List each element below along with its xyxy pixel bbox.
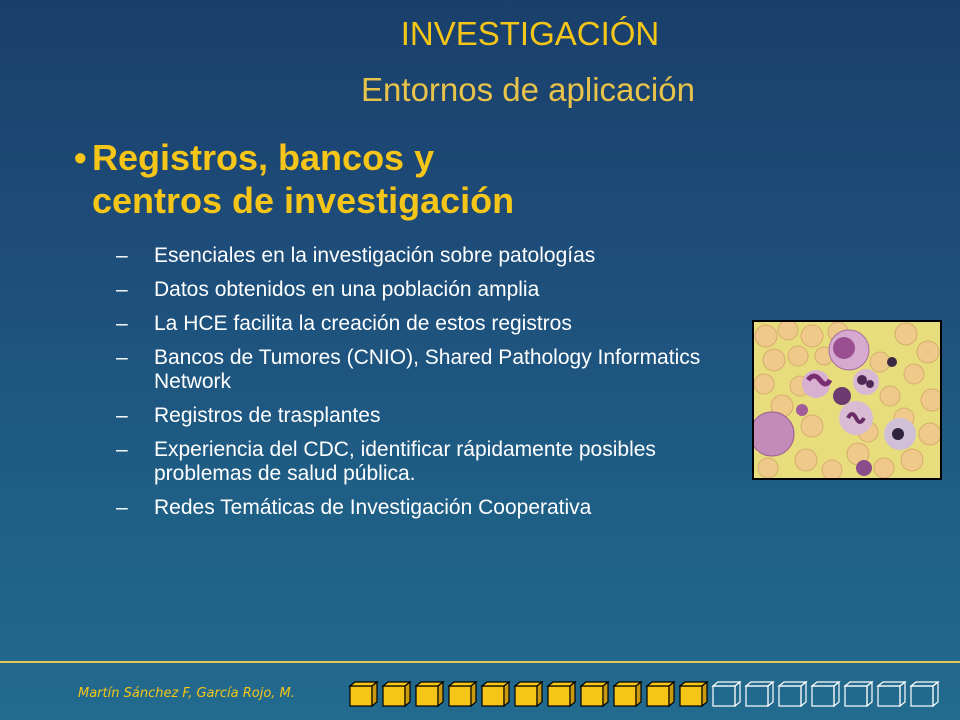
dash-mark: – xyxy=(116,496,128,519)
slide-title: INVESTIGACIÓN xyxy=(400,15,660,52)
sub-bullet-item xyxy=(116,244,736,268)
dash-mark: – xyxy=(116,278,128,301)
sub-bullet-item xyxy=(116,346,736,394)
sub-bullet-text: Bancos de Tumores (CNIO), Shared Pathology Informatics Network xyxy=(154,346,701,393)
bullet-heading-text xyxy=(92,136,714,222)
sub-bullet-text: La HCE facilita la creación de estos registros xyxy=(154,312,572,335)
sub-bullet-text: Registros de trasplantes xyxy=(154,404,381,427)
sub-bullet-list xyxy=(116,244,736,530)
dash-mark: – xyxy=(116,404,128,427)
sub-bullet-item xyxy=(116,312,736,336)
blood-cells-illustration xyxy=(754,322,940,478)
progress-box xyxy=(482,682,509,706)
slide-subtitle: Entornos de aplicación xyxy=(361,71,695,108)
sub-bullet-item xyxy=(116,438,736,486)
dash-mark: – xyxy=(116,312,128,335)
progress-box xyxy=(449,682,476,706)
sub-bullet-item xyxy=(116,496,736,520)
progress-box xyxy=(614,682,641,706)
progress-box xyxy=(548,682,575,706)
progress-box xyxy=(581,682,608,706)
progress-box xyxy=(812,682,839,706)
bullet-heading-line1: Registros, bancos y xyxy=(92,137,435,178)
progress-box xyxy=(647,682,674,706)
sub-bullet-text: Esenciales en la investigación sobre patologías xyxy=(154,244,596,267)
progress-box xyxy=(746,682,773,706)
progress-box xyxy=(680,682,707,706)
bullet-heading xyxy=(74,136,714,222)
sub-bullet-item xyxy=(116,404,736,428)
blood-smear-image xyxy=(752,320,942,480)
footer-author: Martín Sánchez F, García Rojo, M. xyxy=(78,686,295,701)
dash-mark: – xyxy=(116,244,128,267)
progress-box xyxy=(878,682,905,706)
sub-bullet-item xyxy=(116,278,736,302)
progress-box xyxy=(383,682,410,706)
dash-mark: – xyxy=(116,438,128,461)
progress-box xyxy=(713,682,740,706)
progress-box xyxy=(779,682,806,706)
bullet-heading-line2: centros de investigación xyxy=(92,180,515,221)
bullet-mark: • xyxy=(74,137,87,178)
dash-mark: – xyxy=(116,346,128,369)
progress-box xyxy=(911,682,938,706)
progress-box xyxy=(350,682,377,706)
progress-box xyxy=(416,682,443,706)
footer-divider xyxy=(0,661,960,663)
progress-box xyxy=(845,682,872,706)
progress-box xyxy=(515,682,542,706)
slide-progress-indicator xyxy=(348,681,948,707)
sub-bullet-text: Redes Temáticas de Investigación Cooperativa xyxy=(154,496,592,519)
sub-bullet-text: Experiencia del CDC, identificar rápidamente posibles problemas de salud pública. xyxy=(154,438,656,485)
sub-bullet-text: Datos obtenidos en una población amplia xyxy=(154,278,540,301)
